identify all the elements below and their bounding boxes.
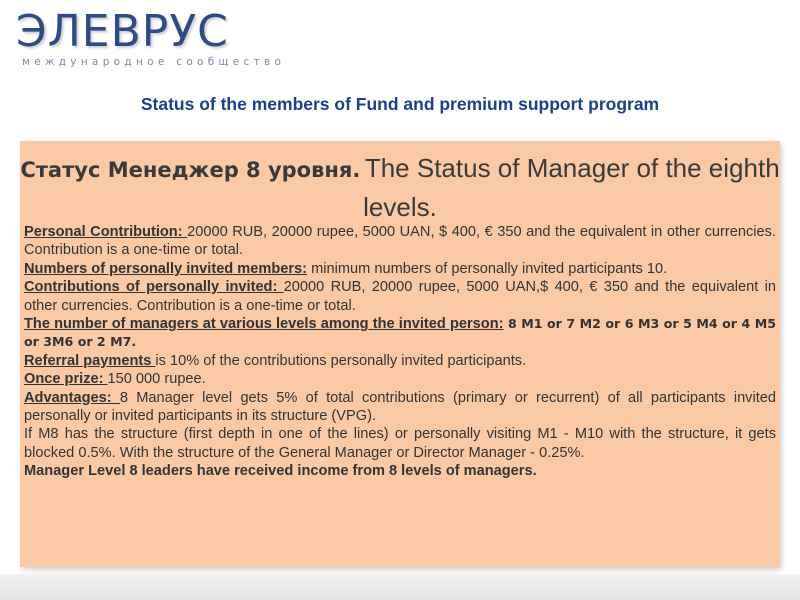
item-invited-contributions: [24, 278, 776, 315]
item-once-prize: [24, 370, 776, 388]
panel-heading: [20, 151, 780, 229]
item-invited-members: [24, 260, 776, 278]
paragraph-leaders: Manager Level 8 leaders have received income from 8 levels of managers.: [24, 463, 537, 480]
heading-english: The Status of Manager of the eighth levels.: [363, 153, 780, 222]
item-text: 8 M1 or 7 M2 or 6 M3 or 5 M4 or 4 M5 or 3M6 or 2 M7.: [24, 316, 776, 350]
item-label: Numbers of personally invited members:: [24, 260, 308, 277]
panel-body: [24, 223, 776, 481]
item-text: 8 Manager level gets 5% of total contributions (primary or recurrent) of all participants invited personally or invited participants in its structure (VPG).: [24, 389, 777, 425]
item-label: Once prize:: [24, 371, 108, 388]
logo-subtitle: международное сообщество: [22, 56, 286, 68]
page-title: Status of the members of Fund and premium support program: [140, 94, 660, 114]
item-text: minimum numbers of personally invited participants 10.: [307, 260, 668, 277]
item-text: 150 000 rupee.: [107, 371, 206, 388]
item-label: Referral payments: [24, 352, 156, 369]
paragraph-structure: If M8 has the structure (first depth in one of the lines) or personally visiting M1 - M10 with the structure, it gets blocked 0.5%. With the structure of the General Manager or Director Manager - 0.25%.: [24, 426, 776, 461]
logo-wordmark: ЭЛЕВРУС: [16, 6, 229, 57]
item-text: 20000 RUB, 20000 rupee, 5000 UAN, $ 400, € 350 and the equivalent in other currencies. Contribution is a one-time or total.: [24, 224, 776, 259]
item-label: Advantages:: [24, 389, 120, 406]
item-managers-count: [24, 315, 776, 352]
content-panel: [20, 141, 780, 567]
item-personal-contribution: [24, 223, 776, 260]
item-label: Contributions of personally invited:: [24, 279, 284, 296]
item-referral-payments: [24, 352, 776, 370]
logo: [16, 6, 286, 68]
item-label: Personal Contribution:: [24, 224, 188, 240]
item-text: 20000 RUB, 20000 rupee, 5000 UAN,$ 400, € 350 and the equivalent in other currencies. Contribution is a one-time or total.: [24, 279, 776, 314]
footer-strip: [0, 574, 800, 600]
item-advantages: [24, 389, 776, 426]
item-label: The number of managers at various levels among the invited person:: [24, 316, 504, 333]
heading-russian: Статус Менеджер 8 уровня.: [20, 158, 361, 182]
item-text: is 10% of the contributions personally invited participants.: [155, 352, 527, 369]
